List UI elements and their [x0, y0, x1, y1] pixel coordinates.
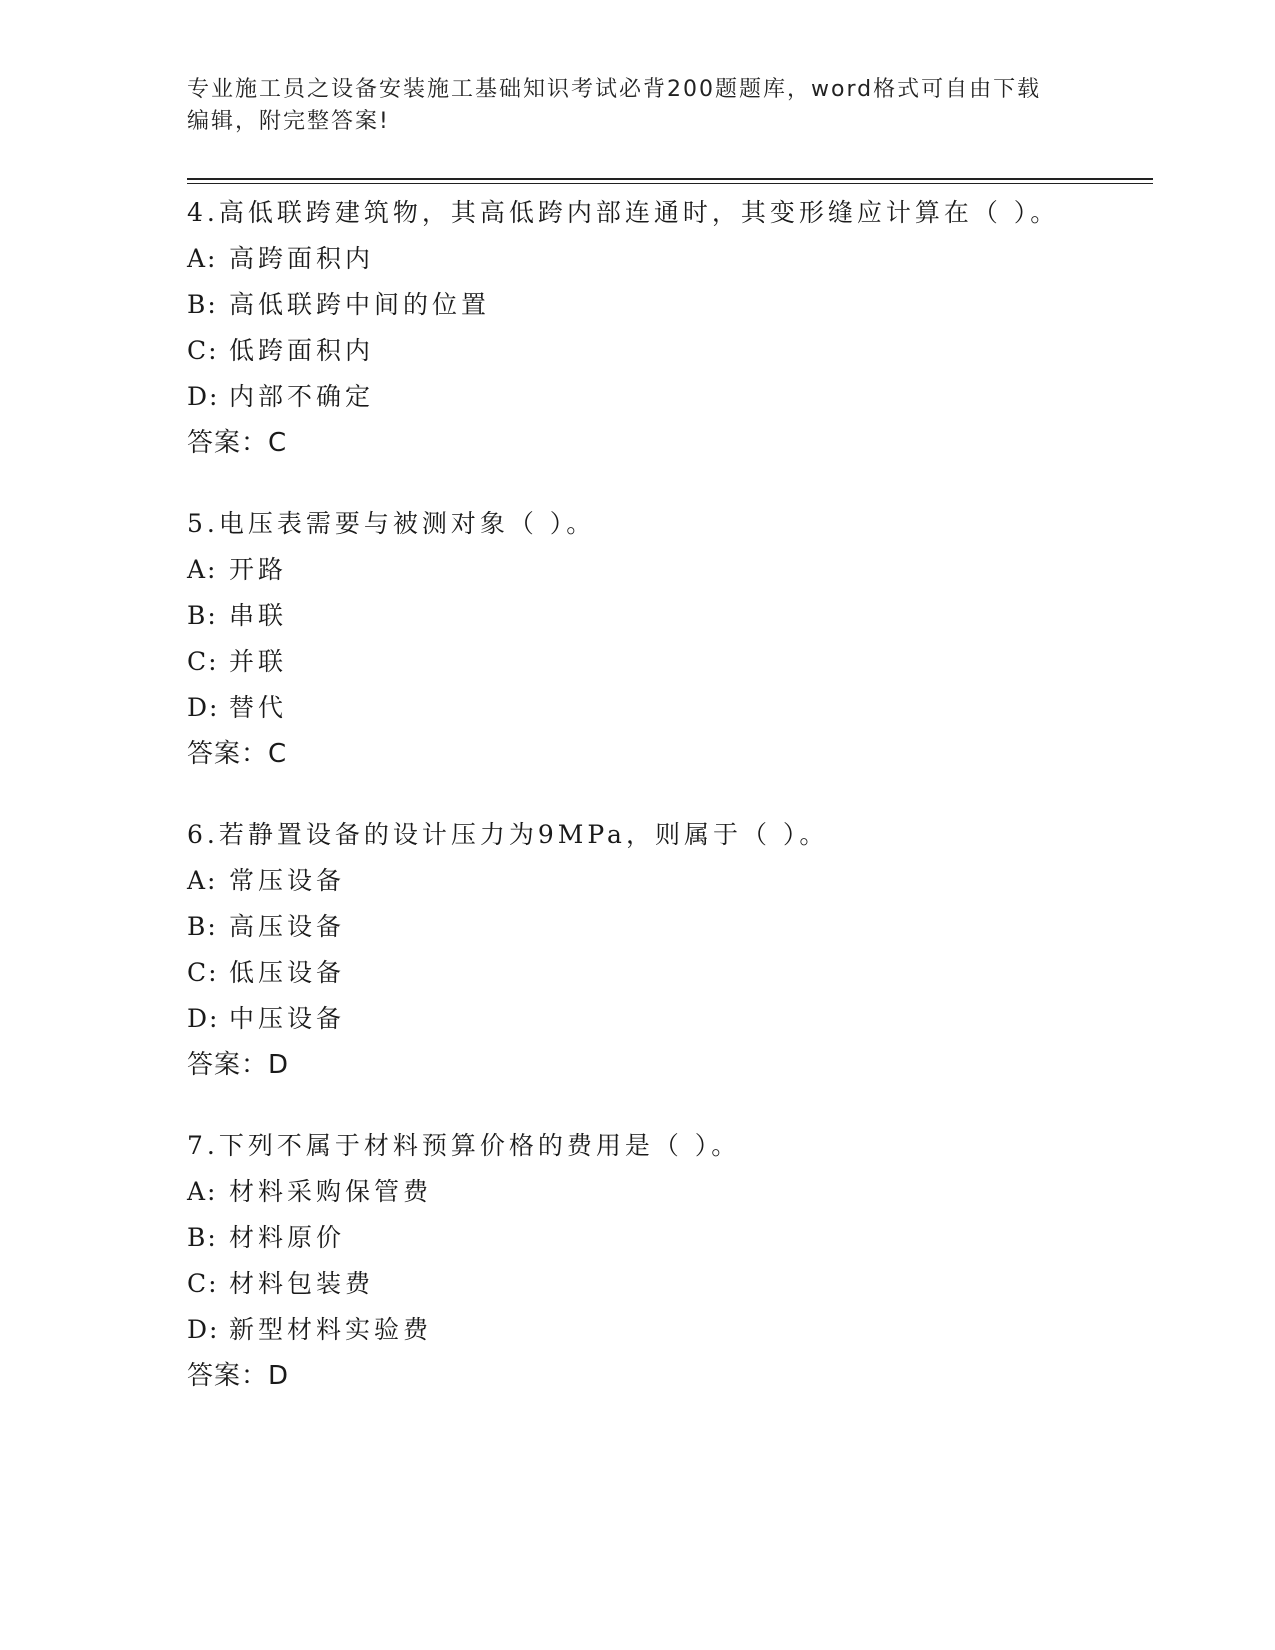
option-d: [187, 685, 1153, 731]
option-text: 低压设备: [229, 958, 346, 987]
option-text: 低跨面积内: [229, 336, 375, 365]
question-stem: 4.高低联跨建筑物，其高低跨内部连通时，其变形缝应计算在（ ）。: [187, 198, 1060, 227]
option-letter: A:: [187, 555, 218, 584]
option-b: [187, 1215, 1153, 1261]
option-letter: A:: [187, 866, 218, 895]
header-line-1: 专业施工员之设备安装施工基础知识考试必背200题题库，word格式可自由下载: [187, 77, 1042, 102]
option-text: 开路: [229, 555, 288, 584]
question-stem: 6.若静置设备的设计压力为9MPa，则属于（ ）。: [187, 820, 829, 849]
option-text: 内部不确定: [229, 382, 375, 411]
question-6: [187, 812, 1153, 1088]
option-letter: D:: [187, 1315, 220, 1344]
option-b: [187, 904, 1153, 950]
option-a: [187, 1169, 1153, 1215]
answer-line: 答案：C: [187, 739, 288, 769]
option-letter: B:: [187, 601, 218, 630]
answer-line: 答案：D: [187, 1361, 290, 1391]
option-d: [187, 374, 1153, 420]
document-header: [187, 74, 1087, 138]
option-letter: D:: [187, 382, 220, 411]
option-text: 替代: [229, 693, 288, 722]
option-text: 材料采购保管费: [229, 1177, 433, 1206]
option-text: 材料原价: [229, 1223, 346, 1252]
option-letter: D:: [187, 693, 220, 722]
option-a: [187, 236, 1153, 282]
option-a: [187, 858, 1153, 904]
option-text: 高跨面积内: [229, 244, 375, 273]
question-4: [187, 190, 1153, 466]
option-c: [187, 1261, 1153, 1307]
option-letter: D:: [187, 1004, 220, 1033]
header-line-2: 编辑，附完整答案!: [187, 109, 390, 134]
option-d: [187, 996, 1153, 1042]
option-text: 高压设备: [229, 912, 346, 941]
option-text: 中压设备: [229, 1004, 346, 1033]
option-letter: C:: [187, 1269, 219, 1298]
question-list: [187, 190, 1153, 1434]
option-text: 新型材料实验费: [229, 1315, 433, 1344]
option-text: 高低联跨中间的位置: [229, 290, 491, 319]
option-letter: B:: [187, 290, 218, 319]
option-c: [187, 328, 1153, 374]
option-d: [187, 1307, 1153, 1353]
header-divider-thick: [187, 178, 1153, 180]
answer-line: 答案：D: [187, 1050, 290, 1080]
option-c: [187, 950, 1153, 996]
option-letter: B:: [187, 912, 218, 941]
option-c: [187, 639, 1153, 685]
option-letter: B:: [187, 1223, 218, 1252]
option-text: 常压设备: [229, 866, 346, 895]
header-divider-thin: [187, 183, 1153, 184]
option-letter: C:: [187, 958, 219, 987]
option-letter: C:: [187, 647, 219, 676]
option-text: 并联: [229, 647, 288, 676]
option-text: 材料包装费: [229, 1269, 375, 1298]
option-b: [187, 593, 1153, 639]
option-letter: A:: [187, 1177, 218, 1206]
option-letter: C:: [187, 336, 219, 365]
answer-line: 答案：C: [187, 428, 288, 458]
option-letter: A:: [187, 244, 218, 273]
option-text: 串联: [229, 601, 288, 630]
option-b: [187, 282, 1153, 328]
question-5: [187, 501, 1153, 777]
question-stem: 7.下列不属于材料预算价格的费用是（ ）。: [187, 1131, 741, 1160]
question-7: [187, 1123, 1153, 1399]
question-stem: 5.电压表需要与被测对象（ ）。: [187, 509, 596, 538]
option-a: [187, 547, 1153, 593]
